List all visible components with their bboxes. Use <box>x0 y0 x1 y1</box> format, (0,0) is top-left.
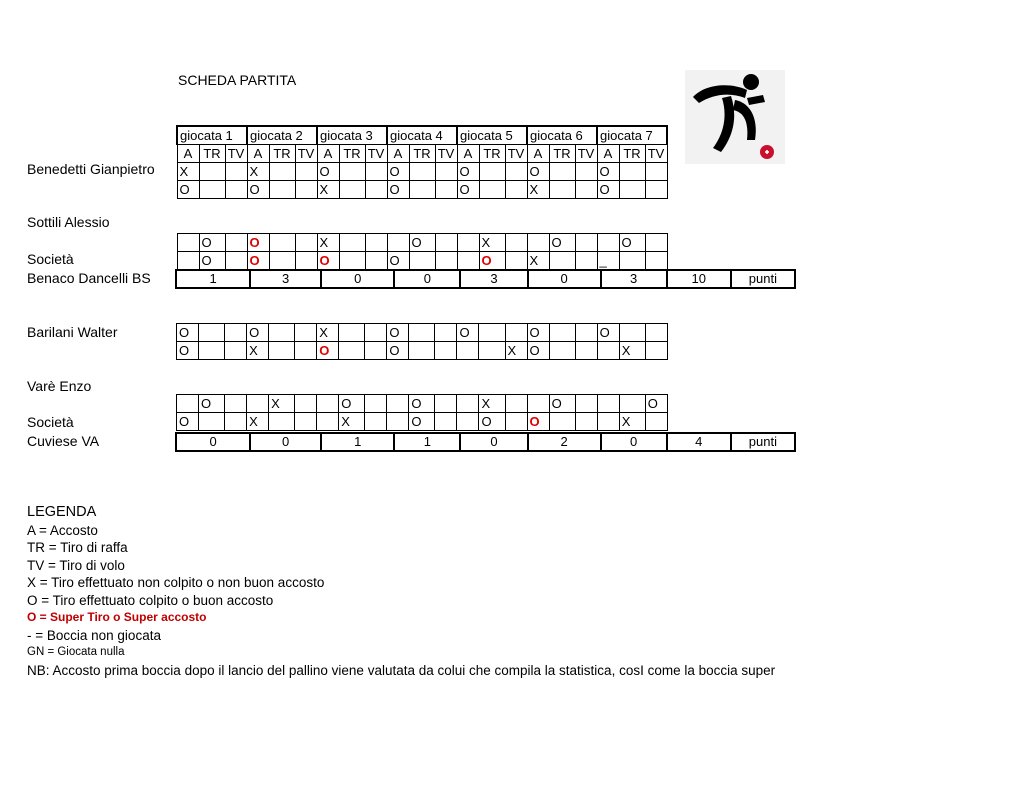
grid-cell: O <box>177 181 199 199</box>
giocata-score: 1 <box>394 433 460 451</box>
grid-cell: A <box>387 145 409 163</box>
grid-cell <box>435 395 457 413</box>
grid-cell: O <box>409 413 435 431</box>
grid-cell <box>225 234 247 252</box>
giocata-header: giocata 2 <box>247 126 317 145</box>
score-grid-team1 <box>176 125 668 270</box>
grid-cell: X <box>479 395 505 413</box>
grid-cell <box>435 252 457 270</box>
grid-cell <box>479 163 505 181</box>
grid-cell <box>409 181 435 199</box>
grid-cell <box>225 252 247 270</box>
grid-cell: TR <box>269 145 295 163</box>
giocata-header: giocata 7 <box>597 126 667 145</box>
grid-cell <box>339 324 365 342</box>
grid-cell <box>177 252 199 270</box>
grid-cell: X <box>619 413 645 431</box>
grid-cell <box>527 413 549 431</box>
grid-cell <box>575 234 597 252</box>
giocata-score: 0 <box>321 270 394 288</box>
grid-cell: X <box>247 342 269 360</box>
grid-cell: TV <box>575 145 597 163</box>
societa-label: Società <box>27 251 74 267</box>
grid-cell <box>387 395 409 413</box>
legend-item: O = Tiro effettuato colpito o buon accosto <box>27 592 274 608</box>
grid-cell <box>619 324 645 342</box>
grid-cell <box>575 181 597 199</box>
grid-cell <box>435 413 457 431</box>
legend-item: A = Accosto <box>27 522 98 538</box>
grid-cell <box>199 342 225 360</box>
table-row <box>177 395 668 413</box>
grid-cell: O <box>387 342 409 360</box>
grid-cell <box>365 234 387 252</box>
grid-cell <box>645 413 667 431</box>
grid-cell <box>505 252 527 270</box>
grid-cell <box>199 413 225 431</box>
legend-item: - = Boccia non giocata <box>27 627 161 643</box>
grid-cell <box>435 342 457 360</box>
grid-cell <box>387 413 409 431</box>
grid-cell: A <box>177 145 199 163</box>
grid-cell <box>575 252 597 270</box>
grid-cell <box>269 252 295 270</box>
grid-cell <box>645 181 667 199</box>
grid-cell <box>339 342 365 360</box>
grid-cell <box>365 181 387 199</box>
team-name: Benaco Dancelli BS <box>27 270 151 286</box>
grid-cell: TV <box>645 145 667 163</box>
table-row <box>177 234 667 252</box>
grid-cell <box>247 252 269 270</box>
table-row <box>177 413 668 431</box>
legend-item: TV = Tiro di volo <box>27 557 125 573</box>
grid-cell: O <box>527 324 549 342</box>
points-row-team1 <box>175 269 796 289</box>
punti-label: punti <box>731 433 795 451</box>
grid-cell <box>295 324 317 342</box>
table-row <box>177 252 667 270</box>
grid-cell <box>549 413 575 431</box>
giocata-header: giocata 6 <box>527 126 597 145</box>
grid-cell: TR <box>479 145 505 163</box>
grid-cell: X <box>247 413 269 431</box>
grid-cell: TV <box>365 145 387 163</box>
player-name: Benedetti Gianpietro <box>27 161 155 177</box>
grid-cell <box>317 342 339 360</box>
grid-cell <box>339 181 365 199</box>
grid-cell <box>317 413 339 431</box>
giocata-score: 0 <box>460 433 527 451</box>
grid-cell <box>339 234 365 252</box>
grid-cell <box>645 342 667 360</box>
grid-cell: TV <box>505 145 527 163</box>
grid-cell <box>269 342 295 360</box>
total-score: 10 <box>667 270 731 288</box>
grid-cell: _ <box>597 252 619 270</box>
grid-cell: O <box>479 413 505 431</box>
grid-cell: X <box>317 234 339 252</box>
grid-cell <box>387 234 409 252</box>
grid-cell <box>575 163 597 181</box>
giocata-score: 0 <box>394 270 460 288</box>
giocata-score: 0 <box>250 433 321 451</box>
grid-cell: X <box>317 181 339 199</box>
punti-label: punti <box>731 270 795 288</box>
legend-item-super: O = Super Tiro o Super accosto <box>27 610 207 624</box>
grid-cell <box>269 324 295 342</box>
grid-cell <box>409 252 435 270</box>
grid-cell: O <box>199 234 225 252</box>
grid-cell <box>295 234 317 252</box>
grid-cell <box>225 413 247 431</box>
grid-cell: O <box>339 395 365 413</box>
super-mark: O <box>249 234 260 250</box>
grid-cell: X <box>317 324 339 342</box>
grid-cell <box>225 342 247 360</box>
grid-cell <box>479 181 505 199</box>
grid-cell <box>295 163 317 181</box>
grid-cell <box>479 342 505 360</box>
grid-cell: X <box>527 181 549 199</box>
grid-cell <box>575 324 597 342</box>
grid-cell: O <box>549 234 575 252</box>
grid-cell: O <box>597 181 619 199</box>
giocata-header: giocata 5 <box>457 126 527 145</box>
player-name: Barilani Walter <box>27 324 118 340</box>
super-mark: O <box>319 252 330 268</box>
super-mark: O <box>529 413 540 429</box>
grid-cell: X <box>177 163 199 181</box>
bocce-player-icon <box>685 70 785 164</box>
grid-cell <box>339 163 365 181</box>
grid-cell <box>479 252 505 270</box>
grid-cell <box>409 163 435 181</box>
grid-cell: O <box>457 324 479 342</box>
legend-item: TR = Tiro di raffa <box>27 540 128 555</box>
grid-cell <box>619 181 645 199</box>
grid-cell: O <box>409 395 435 413</box>
legend-heading: LEGENDA <box>27 504 97 520</box>
table-row <box>177 181 667 199</box>
grid-cell: TR <box>619 145 645 163</box>
grid-cell <box>317 395 339 413</box>
table-row <box>177 342 668 360</box>
grid-cell <box>505 413 527 431</box>
grid-cell <box>457 413 479 431</box>
grid-cell <box>295 342 317 360</box>
grid-cell: O <box>387 163 409 181</box>
grid-cell: A <box>597 145 619 163</box>
grid-cell: X <box>527 252 549 270</box>
grid-cell <box>365 395 387 413</box>
grid-cell <box>597 234 619 252</box>
grid-cell <box>199 163 225 181</box>
grid-cell <box>295 413 317 431</box>
total-score: 4 <box>667 433 731 451</box>
giocata-score: 0 <box>176 433 250 451</box>
giocata-score: 2 <box>528 433 601 451</box>
grid-cell: O <box>549 395 575 413</box>
grid-cell: O <box>317 163 339 181</box>
grid-cell <box>339 252 365 270</box>
grid-cell: TR <box>339 145 365 163</box>
grid-cell <box>505 395 527 413</box>
grid-cell <box>479 324 505 342</box>
grid-cell: A <box>457 145 479 163</box>
grid-cell <box>365 252 387 270</box>
grid-cell <box>619 163 645 181</box>
grid-cell <box>225 163 247 181</box>
grid-cell: TR <box>549 145 575 163</box>
societa-label: Società <box>27 414 74 430</box>
grid-cell <box>295 181 317 199</box>
grid-cell <box>269 163 295 181</box>
grid-cell <box>177 395 199 413</box>
grid-cell: X <box>247 163 269 181</box>
grid-cell: O <box>387 324 409 342</box>
grid-cell <box>247 395 269 413</box>
grid-cell <box>269 413 295 431</box>
grid-cell <box>435 324 457 342</box>
grid-cell <box>199 324 225 342</box>
grid-cell <box>597 342 619 360</box>
giocata-score: 0 <box>528 270 601 288</box>
grid-cell: O <box>527 163 549 181</box>
grid-cell: A <box>317 145 339 163</box>
grid-cell: O <box>199 252 225 270</box>
giocata-header: giocata 1 <box>177 126 247 145</box>
grid-cell <box>549 163 575 181</box>
grid-cell <box>295 395 317 413</box>
grid-cell <box>645 234 667 252</box>
grid-cell <box>409 342 435 360</box>
giocata-score: 3 <box>250 270 321 288</box>
grid-cell: O <box>457 163 479 181</box>
grid-cell <box>457 395 479 413</box>
grid-cell <box>435 163 457 181</box>
grid-cell: O <box>409 234 435 252</box>
grid-cell: O <box>457 181 479 199</box>
grid-cell: O <box>247 181 269 199</box>
grid-cell <box>177 234 199 252</box>
grid-cell <box>619 252 645 270</box>
grid-cell: TR <box>409 145 435 163</box>
grid-cell: O <box>247 324 269 342</box>
grid-cell <box>269 181 295 199</box>
giocata-header: giocata 4 <box>387 126 457 145</box>
grid-cell <box>549 181 575 199</box>
score-grid-team2 <box>176 323 668 431</box>
giocata-score: 3 <box>601 270 667 288</box>
points-row-team2 <box>175 432 796 452</box>
grid-cell: O <box>387 181 409 199</box>
grid-cell <box>645 163 667 181</box>
grid-cell <box>199 181 225 199</box>
grid-cell <box>365 413 387 431</box>
giocata-score: 0 <box>601 433 667 451</box>
grid-cell: X <box>619 342 645 360</box>
giocata-score: 1 <box>176 270 250 288</box>
team-name: Cuviese VA <box>27 433 100 449</box>
grid-cell <box>269 234 295 252</box>
giocata-score: 3 <box>460 270 527 288</box>
grid-cell <box>549 324 575 342</box>
grid-cell <box>457 342 479 360</box>
grid-cell <box>527 395 549 413</box>
giocata-header: giocata 3 <box>317 126 387 145</box>
grid-cell <box>505 324 527 342</box>
grid-cell <box>225 324 247 342</box>
grid-cell <box>457 252 479 270</box>
grid-cell: TV <box>435 145 457 163</box>
grid-cell <box>527 234 549 252</box>
grid-cell <box>365 342 387 360</box>
grid-cell <box>549 252 575 270</box>
legend-item: X = Tiro effettuato non colpito o non buon accosto <box>27 575 325 590</box>
super-mark: O <box>481 252 492 268</box>
grid-cell <box>645 324 667 342</box>
grid-cell <box>645 252 667 270</box>
grid-cell: X <box>505 342 527 360</box>
player-name: Sottili Alessio <box>27 214 110 230</box>
grid-cell <box>435 181 457 199</box>
grid-cell <box>575 395 597 413</box>
giocata-score: 1 <box>321 433 394 451</box>
grid-cell: O <box>597 324 619 342</box>
page-title: SCHEDA PARTITA <box>178 72 297 88</box>
grid-cell: O <box>177 413 199 431</box>
grid-cell <box>317 252 339 270</box>
grid-cell: O <box>645 395 667 413</box>
grid-cell <box>505 163 527 181</box>
grid-cell: O <box>387 252 409 270</box>
legend <box>27 504 775 679</box>
table-row <box>177 163 667 181</box>
grid-cell: A <box>527 145 549 163</box>
grid-cell: O <box>177 324 199 342</box>
grid-cell <box>619 395 645 413</box>
grid-cell: O <box>619 234 645 252</box>
grid-cell <box>575 413 597 431</box>
grid-cell <box>295 252 317 270</box>
grid-cell: X <box>479 234 505 252</box>
legend-item: GN = Giocata nulla <box>27 646 125 658</box>
grid-cell <box>597 413 619 431</box>
grid-cell <box>549 342 575 360</box>
grid-cell <box>575 342 597 360</box>
grid-cell: O <box>199 395 225 413</box>
grid-cell <box>505 181 527 199</box>
grid-cell <box>365 324 387 342</box>
grid-cell: TV <box>295 145 317 163</box>
grid-cell: X <box>339 413 365 431</box>
grid-cell <box>409 324 435 342</box>
grid-cell <box>225 181 247 199</box>
grid-cell: O <box>597 163 619 181</box>
grid-cell: O <box>177 342 199 360</box>
grid-cell <box>457 234 479 252</box>
grid-cell <box>505 234 527 252</box>
grid-cell: TV <box>225 145 247 163</box>
grid-cell: A <box>247 145 269 163</box>
grid-cell <box>435 234 457 252</box>
super-mark: O <box>319 342 330 358</box>
grid-cell: O <box>527 342 549 360</box>
grid-cell: TR <box>199 145 225 163</box>
grid-cell <box>365 163 387 181</box>
table-row <box>177 324 668 342</box>
grid-cell <box>597 395 619 413</box>
legend-note: NB: Accosto prima boccia dopo il lancio del pallino viene valutata da colui che compila la statistica, cosI come la boccia super <box>27 662 776 678</box>
grid-cell: X <box>269 395 295 413</box>
grid-cell <box>247 234 269 252</box>
grid-cell <box>225 395 247 413</box>
player-name: Varè Enzo <box>27 378 92 394</box>
super-mark: O <box>249 252 260 268</box>
